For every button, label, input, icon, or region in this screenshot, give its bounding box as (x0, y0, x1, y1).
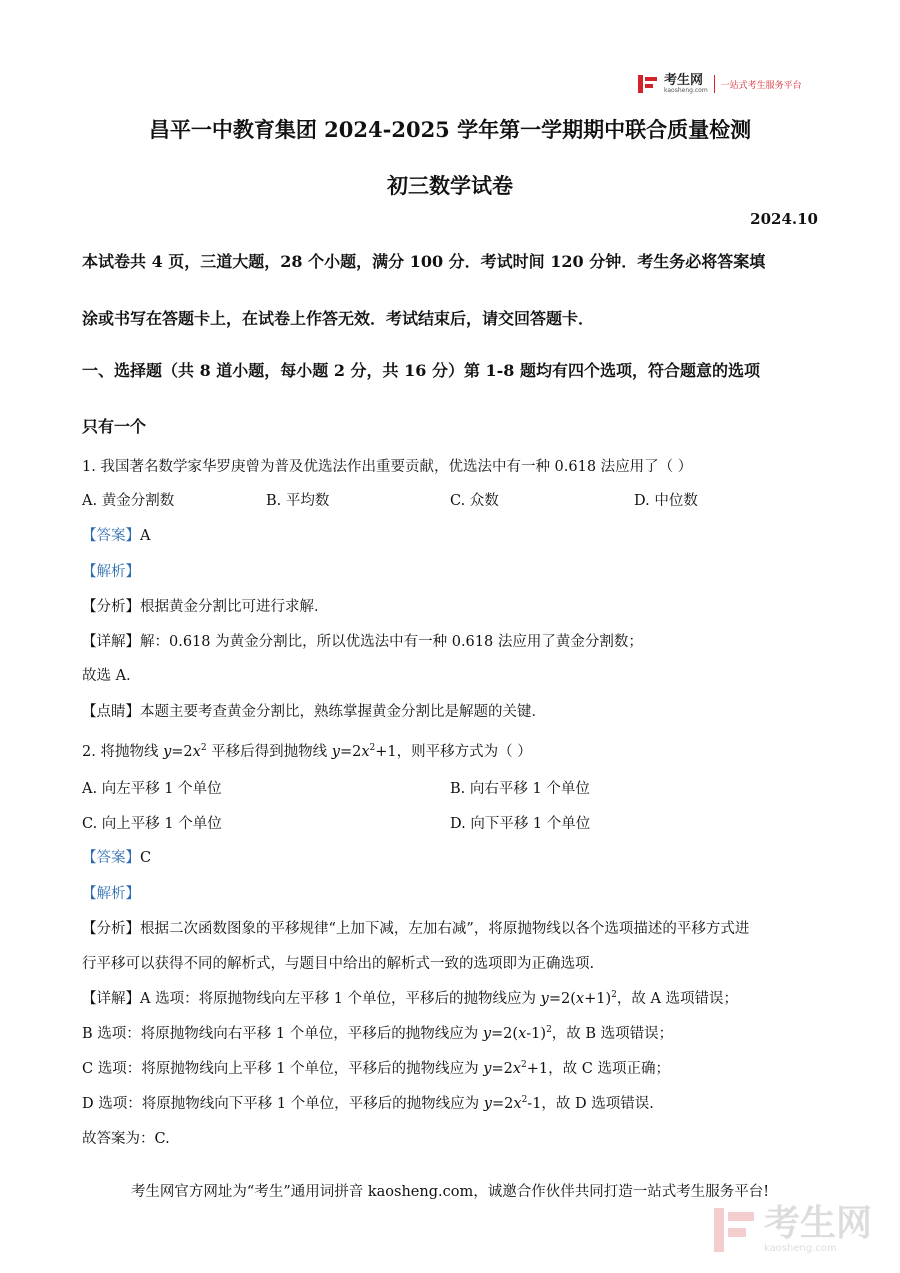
answer-value: A (140, 528, 151, 544)
q1-option-c: C. 众数 (450, 493, 499, 509)
watermark-name: 考生网 (763, 1203, 872, 1244)
analysis-tag: 【解析】 (82, 564, 140, 580)
watermark (714, 1203, 872, 1254)
q2-detail-c: C 选项：将原抛物线向上平移 1 个单位，平移后的抛物线应为 $y=2x^2+1$，故 C 选项正确； (82, 1060, 670, 1077)
q1-option-b: B. 平均数 (266, 493, 330, 509)
q1-detail (82, 630, 643, 651)
q2-option-b: B. 向右平移 1 个单位 (450, 781, 590, 797)
page-title: 昌平一中教育集团 2024-2025 学年第一学期期中联合质量检测 (148, 117, 752, 142)
answer-tag: 【答案】 (82, 528, 140, 544)
q1-fenxi (82, 595, 329, 616)
q2-answer (82, 846, 151, 867)
answer-tag: 【答案】 (82, 850, 140, 866)
q2-option-d: D. 向下平移 1 个单位 (450, 816, 591, 832)
detail-tag: 【详解】 (82, 634, 140, 650)
question-1-stem: 1. 我国著名数学家华罗庚曾为普及优选法作出重要贡献，优选法中有一种 0.618 法应用了（ ） (82, 459, 693, 475)
q1-comment (82, 700, 546, 721)
header-logo[interactable] (638, 74, 802, 94)
q2-option-a: A. 向左平移 1 个单位 (82, 781, 222, 797)
page-subtitle: 初三数学试卷 (387, 173, 513, 198)
intro-line-1: 本试卷共 4 页，三道大题，28 个小题，满分 100 分．考试时间 120 分钟．考生务必将答案填 (82, 252, 766, 271)
question-2-stem: 2. 将抛物线 $y=2x^2$ 平移后得到抛物线 $y=2x^2+1$，则平移方式为（ ） (82, 743, 532, 760)
q2-fenxi-line-1 (82, 917, 749, 938)
q2-detail-b: B 选项：将原抛物线向右平移 1 个单位，平移后的抛物线应为 $y=2(x-1)^2$，故 B 选项错误； (82, 1025, 674, 1042)
fenxi-tag: 【分析】 (82, 599, 140, 615)
answer-value: C (140, 850, 152, 866)
kaosheng-logo-icon (638, 75, 660, 93)
q1-analysis-tag (82, 560, 140, 581)
q2-conclusion: 故答案为：C. (82, 1131, 170, 1147)
q2-analysis-tag (82, 882, 140, 903)
q2-detail-a: 【详解】A 选项：将原抛物线向左平移 1 个单位，平移后的抛物线应为 $y=2(x+1)^2$，故 A 选项错误； (82, 990, 739, 1007)
analysis-tag: 【解析】 (82, 886, 140, 902)
fenxi-tag: 【分析】 (82, 921, 140, 937)
watermark-domain: kaosheng.com (763, 1243, 837, 1254)
q1-conclusion: 故选 A． (82, 668, 141, 684)
q2-fenxi-line-2: 行平移可以获得不同的解析式，与题目中给出的解析式一致的选项即为正确选项. (82, 956, 595, 972)
q1-option-a: A. 黄金分割数 (82, 493, 175, 509)
logo-slogan: 一站式考生服务平台 (720, 80, 802, 91)
fenxi-text: 根据黄金分割比可进行求解． (140, 599, 329, 615)
watermark-logo-icon (714, 1208, 758, 1252)
section-heading-1: 一、选择题（共 8 道小题，每小题 2 分，共 16 分）第 1-8 题均有四个选项，符合题意的选项 (82, 361, 761, 380)
footer-text: 考生网官方网址为“考生”通用词拼音 kaosheng.com，诚邀合作伙伴共同打造一站式考生服务平台! (130, 1184, 770, 1200)
logo-domain: kaosheng.com (664, 87, 708, 94)
q1-answer (82, 524, 150, 545)
fenxi-text: 根据二次函数图象的平移规律“上加下减，左加右减”，将原抛物线以各个选项描述的平移方式进 (140, 921, 750, 937)
comment-text: 本题主要考查黄金分割比，熟练掌握黄金分割比是解题的关键． (140, 704, 546, 720)
detail-text: 解：0.618 为黄金分割比，所以优选法中有一种 0.618 法应用了黄金分割数； (140, 634, 643, 650)
intro-line-2: 涂或书写在答题卡上，在试卷上作答无效．考试结束后，请交回答题卡． (82, 309, 595, 328)
comment-tag: 【点睛】 (82, 704, 140, 720)
q2-option-c: C. 向上平移 1 个单位 (82, 816, 222, 832)
exam-date: 2024.10 (750, 210, 818, 228)
logo-name: 考生网 (664, 73, 704, 88)
q2-detail-d: D 选项：将原抛物线向下平移 1 个单位，平移后的抛物线应为 $y=2x^2-1$，故 D 选项错误. (82, 1095, 654, 1112)
section-heading-1-cont: 只有一个 (82, 417, 147, 436)
logo-divider (714, 75, 715, 93)
q1-option-d: D. 中位数 (634, 493, 698, 509)
